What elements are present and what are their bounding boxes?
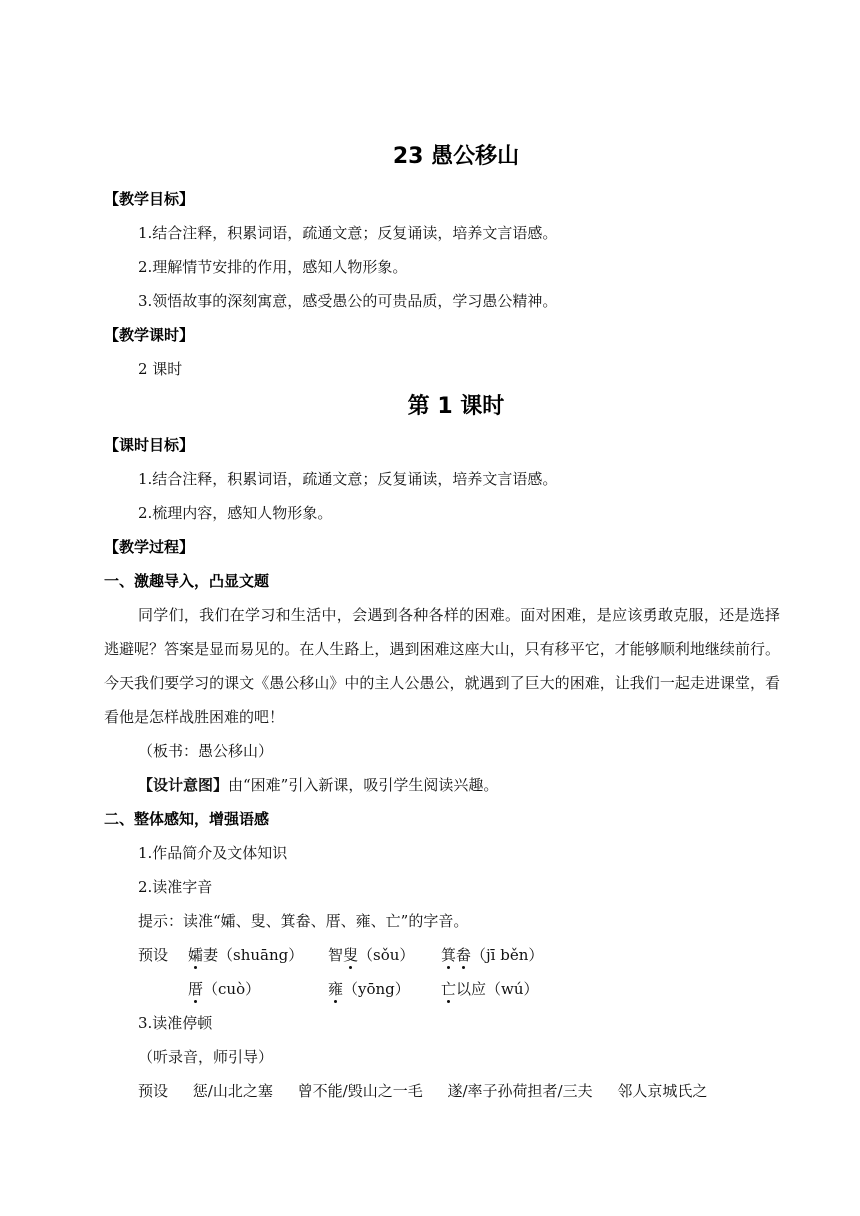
pause-item: 惩/山北之塞: [192, 1082, 273, 1100]
pronunciation-hint: 提示：读准“孀、叟、箕畚、厝、雍、亡”的字音。: [138, 912, 469, 930]
pronunciation-row-2: [104, 972, 780, 1006]
step2-heading: 二、整体感知，增强语感: [104, 810, 270, 828]
preset-label: 预设: [138, 1082, 169, 1100]
teaching-goals-heading: 【教学目标】: [104, 190, 195, 208]
page-title: 23 愚公移山: [392, 144, 520, 169]
design-intent-label: 【设计意图】: [138, 776, 229, 794]
step2-item-3: 3.读准停顿: [138, 1014, 213, 1032]
lesson-goal-2: 2.梳理内容，感知人物形象。: [138, 504, 333, 522]
teaching-goal-2: 2.理解情节安排的作用，感知人物形象。: [138, 258, 408, 276]
step2-item-1: 1.作品简介及文体知识: [138, 844, 288, 862]
pause-row: [104, 1074, 780, 1108]
pronunciation-row-1: [104, 938, 780, 972]
preset-label: 预设: [138, 946, 169, 964]
lesson-goals-heading: 【课时目标】: [104, 436, 195, 454]
document-body: [104, 140, 780, 1108]
teaching-hours: 2 课时: [138, 360, 183, 378]
step1-board-note: （板书：愚公移山）: [138, 742, 274, 760]
lesson-goal-1: 1.结合注释，积累词语，疏通文意；反复诵读，培养文言语感。: [138, 470, 558, 488]
teaching-process-heading: 【教学过程】: [104, 538, 195, 556]
design-intent-text: 由“困难”引入新课，吸引学生阅读兴趣。: [228, 776, 499, 794]
pause-item: 遂/率子孙荷担者/三夫: [447, 1082, 593, 1100]
pron-item: 亡以应（wú）: [441, 972, 601, 1006]
listen-note: （听录音，师引导）: [138, 1048, 274, 1066]
pron-item: 智叟（sǒu）: [328, 938, 441, 972]
teaching-hours-heading: 【教学课时】: [104, 326, 195, 344]
lesson-title: 第 1 课时: [407, 394, 505, 419]
pron-item: 箕畚（jī běn）: [441, 938, 601, 972]
teaching-goal-3: 3.领悟故事的深刻寓意，感受愚公的可贵品质，学习愚公精神。: [138, 292, 558, 310]
pron-item: 雍（yōng）: [328, 972, 441, 1006]
pron-item: 孀妻（shuāng）: [188, 938, 328, 972]
step1-heading: 一、激趣导入，凸显文题: [104, 572, 270, 590]
pron-item: 厝（cuò）: [188, 972, 328, 1006]
step2-item-2: 2.读准字音: [138, 878, 213, 896]
teaching-goal-1: 1.结合注释，积累词语，疏通文意；反复诵读，培养文言语感。: [138, 224, 558, 242]
design-intent: [104, 768, 780, 802]
pause-item: 曾不能/毁山之一毛: [297, 1082, 423, 1100]
pause-item: 邻人京城氏之: [617, 1082, 708, 1100]
step1-paragraph: 同学们，我们在学习和生活中，会遇到各种各样的困难。面对困难，是应该勇敢克服，还是选择逃避呢？答案是显而易见的。在人生路上，遇到困难这座大山，只有移平它，才能够顺利地继续前行。今天我们要学习的课文《愚公移山》中的主人公愚公，就遇到了巨大的困难，让我们一起走进课堂，看看他是怎样战胜困难的吧！: [104, 606, 780, 726]
